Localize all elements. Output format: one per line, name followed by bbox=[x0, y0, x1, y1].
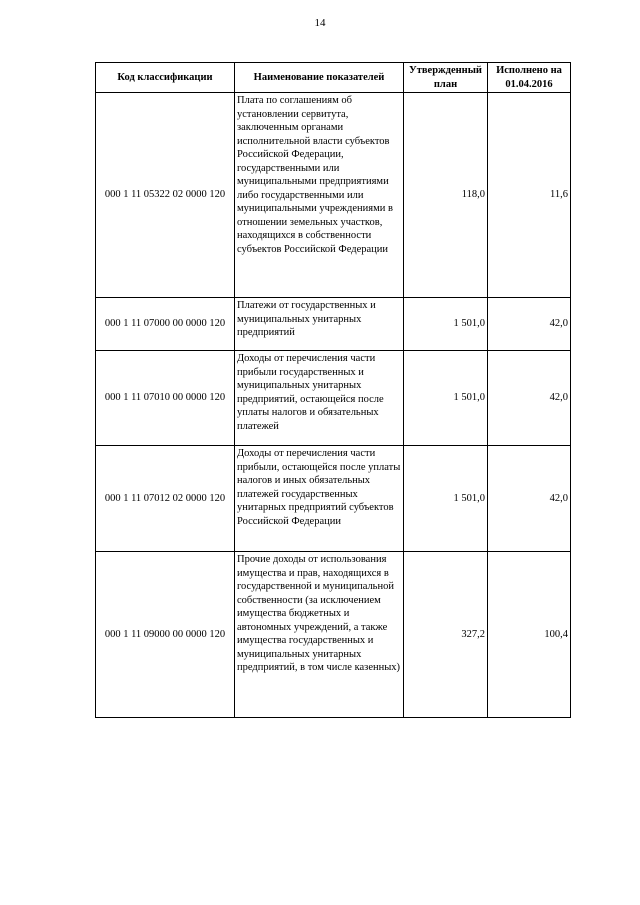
table-row bbox=[96, 93, 571, 298]
row-name: Доходы от перечисления части прибыли, остающейся после уплаты налогов и иных обязательных платежей государственных унитарных предприятий субъектов Российской Федерации bbox=[235, 446, 404, 552]
table-row bbox=[96, 446, 571, 552]
row-code: 000 1 11 09000 00 0000 120 bbox=[96, 552, 235, 718]
budget-table bbox=[95, 62, 571, 718]
row-plan: 118,0 bbox=[404, 93, 488, 298]
row-name: Плата по соглашениям об установлении сервитута, заключенным органами исполнительной власти субъектов Российской Федерации, государственными или муниципальными предприятиями либо государственными или муниципальными учреждениями в отношении земельных участков, находящихся в собственности субъектов Российской Федерации bbox=[235, 93, 404, 298]
row-done: 11,6 bbox=[488, 93, 571, 298]
row-done: 42,0 bbox=[488, 446, 571, 552]
header-approved-plan: Утвержденный план bbox=[404, 63, 488, 93]
row-done: 42,0 bbox=[488, 351, 571, 446]
table-row bbox=[96, 298, 571, 351]
table-header-row bbox=[96, 63, 571, 93]
row-code: 000 1 11 07010 00 0000 120 bbox=[96, 351, 235, 446]
row-code: 000 1 11 07012 02 0000 120 bbox=[96, 446, 235, 552]
row-plan: 327,2 bbox=[404, 552, 488, 718]
table-row bbox=[96, 552, 571, 718]
row-code: 000 1 11 05322 02 0000 120 bbox=[96, 93, 235, 298]
page-number: 14 bbox=[314, 17, 326, 29]
row-done: 100,4 bbox=[488, 552, 571, 718]
header-executed: Исполнено на 01.04.2016 bbox=[488, 63, 571, 93]
header-indicator-name: Наименование показателей bbox=[235, 63, 404, 93]
row-name: Доходы от перечисления части прибыли государственных и муниципальных унитарных предприятий, остающейся после уплаты налогов и обязательных платежей bbox=[235, 351, 404, 446]
row-code: 000 1 11 07000 00 0000 120 bbox=[96, 298, 235, 351]
row-name: Платежи от государственных и муниципальных унитарных предприятий bbox=[235, 298, 404, 351]
row-done: 42,0 bbox=[488, 298, 571, 351]
table-row bbox=[96, 351, 571, 446]
row-plan: 1 501,0 bbox=[404, 298, 488, 351]
row-plan: 1 501,0 bbox=[404, 446, 488, 552]
header-classification-code: Код классификации bbox=[96, 63, 235, 93]
row-plan: 1 501,0 bbox=[404, 351, 488, 446]
row-name: Прочие доходы от использования имущества и прав, находящихся в государственной и муниципальной собственности (за исключением имущества бюджетных и автономных учреждений, а также имущества государственных и муниципальных унитарных предприятий, в том числе казенных) bbox=[235, 552, 404, 718]
